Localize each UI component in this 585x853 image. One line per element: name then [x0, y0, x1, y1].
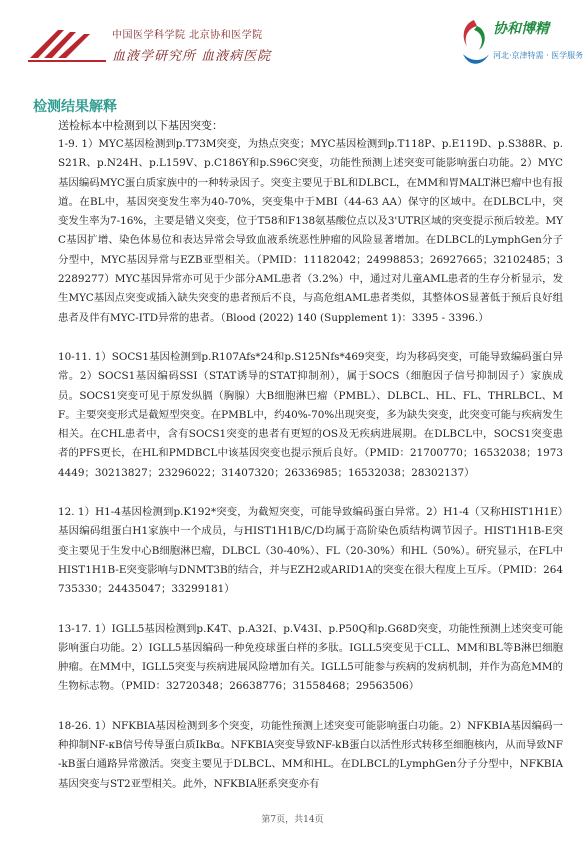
paragraph-igll5: 13-17. 1）IGLL5基因检测到p.K4T、p.A32I、p.V43I、p.P50Q和p.G68D突变，功能性预测上述突变可能影响蛋白功能。2）IGLL5基因编码一种免疫球蛋白样的多肽。IGLL5突变见于CLL、MM和BL等B淋巴细胞肿瘤。在MM中，IGLL5突变与疾病进展风险增加有关。IGLL5可能参与疾病的发病机制，并作为高危MM的生物标志物。（PMID：32720348；26638776；31558468；29563506）: [58, 622, 563, 693]
paragraph-nfkbia: 18-26. 1）NFKBIA基因检测到多个突变，功能性预测上述突变可能影响蛋白功能。2）NFKBIA基因编码一种抑制NF-κB信号传导蛋白质IkBα。NFKBIA突变导致NF-kB蛋白以活性形式转移至细胞核内，从而导致NF-kB蛋白通路异常激活。突变主要见于DLBCL、MM和HL。在DLBCL的LymphGen分子分型中，NFKBIA基因突变与ST2亚型相关。此外，NFKBIA胚系突变亦有: [58, 719, 563, 790]
brand-subtitle: 河北·京津特需 · 医学服务: [493, 51, 584, 60]
intro-text: 送检标本中检测到以下基因突变：: [58, 119, 223, 132]
paragraph-myc: 1-9. 1）MYC基因检测到p.T73M突变，为热点突变；MYC基因检测到p.T118P、p.E119D、p.S388R、p.S21R、p.N24H、p.L159V、p.C186Y和p.S96C突变，功能性预测上述突变可能影响蛋白功能。2）MYC基因编码MYC蛋白质家族中的一种转录因子。突变主要见于BL和DLBCL，在MM和胃MALT淋巴瘤中也有报道。在BL中，基因突变发生率为40-70%，突变集中于MBI（44-63 AA）保守的区域中。在DLBCL中，突变发生率为7-16%，主要是错义突变，位于T58和F138氨基酸位点以及3'UTR区域的突变提示预后较差。MYC基因扩增、染色体易位和表达异常会导致血液系统恶性肿瘤的风险显著增加。在DLBCL的LymphGen分子分型中，MYC基因异常与EZB亚型相关。（PMID：11182042；24998853；26927665；32102485；32289277）MYC基因异常亦可见于少部分AML患者（3.2%）中，通过对儿童AML患者的生存分析显示，发生MYC基因点突变或插入缺失突变的患者预后不良，与高危组AML患者类似，其整体OS显著低于预后良好组患者及伴有MYC-ITD异常的患者。（Blood (2022) 140 (Supplement 1)：3395 - 3396.）: [58, 138, 563, 324]
report-body: [58, 116, 563, 794]
institution-line2: 血液学研究所 血液病医院: [112, 49, 272, 64]
institution-line1: 中国医学科学院 北京协和医学院: [112, 30, 263, 41]
institution-name: [112, 26, 322, 64]
brand-emblem-icon: [457, 16, 491, 72]
page-number: 第7页，共14页: [261, 815, 324, 825]
section-title: 检测结果解释: [33, 99, 117, 115]
paragraph-socs1: 10-11. 1）SOCS1基因检测到p.R107Afs*24和p.S125Nfs*469突变，均为移码突变，可能导致编码蛋白异常。2）SOCS1基因编码SSI（STAT诱导的STAT抑制剂），属于SOCS（细胞因子信号抑制因子）家族成员。SOCS1突变可见于原发纵膈（胸腺）大B细胞淋巴瘤（PMBL）、DLBCL、HL、FL、THRLBCL、MF。主要突变形式是截短型突变。在PMBL中，约40%-70%出现突变，多为缺失突变，此突变可能与疾病发生相关。在CHL患者中，含有SOCS1突变的患者有更短的OS及无疾病进展期。在DLBCL中，SOCS1突变患者的PFS更长，在HL和PMDBCL中该基因突变也提示预后良好。（PMID：21700770；16532038；19734449；30213827；23296022；31407320；26336985；16532038；28302137）: [58, 350, 563, 479]
paragraph-h1-4: 12. 1）H1-4基因检测到p.K192*突变，为截短突变，可能导致编码蛋白异常。2）H1-4（又称HIST1H1E）基因编码组蛋白H1家族中一个成员，与HIST1H1B/C/D均属于高阶染色质结构调节因子。HIST1H1B-E突变主要见于生发中心B细胞淋巴瘤，DLBCL（30-40%）、FL（20-30%）和HL（50%）。研究显示，在FL中HIST1H1B-E突变影响与DNMT3B的结合，并与EZH2或ARID1A的突变在很大程度上互斥。（PMID：264735330；24435047；33299181）: [58, 506, 563, 596]
brand-logo: [457, 16, 584, 72]
brand-name: 协和博精: [493, 21, 549, 37]
institution-logo-icon: [28, 24, 108, 64]
page-header: [0, 16, 585, 76]
